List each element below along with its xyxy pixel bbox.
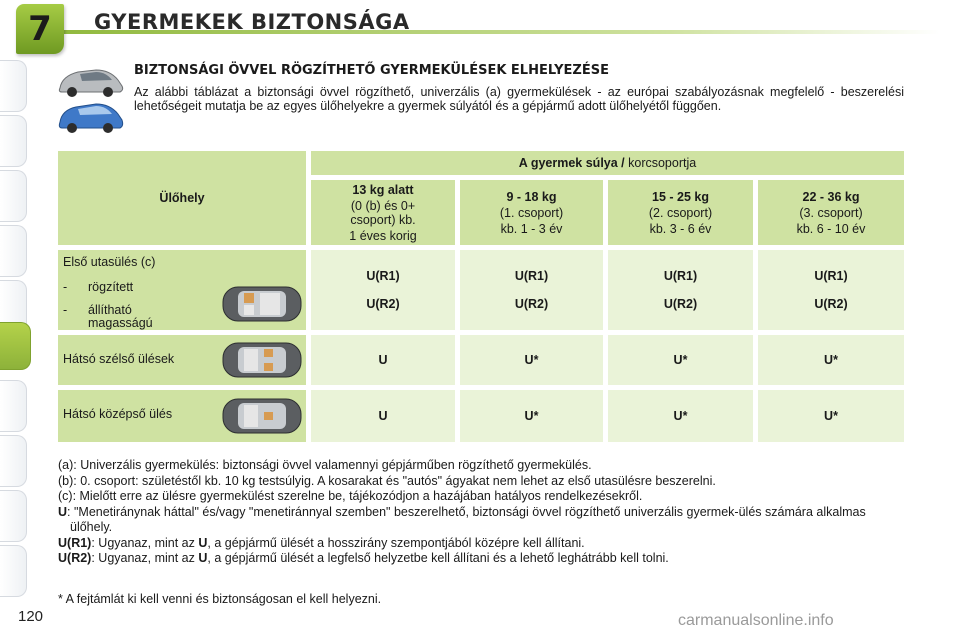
- note-ur2-text-end: , a gépjármű ülését a legfelső helyzetbe kell állítani és a lehető leghátrább kell tolni.: [207, 551, 669, 565]
- column-age: kb. 1 - 3 év: [500, 221, 563, 236]
- note-ur1-u: U: [198, 535, 208, 550]
- intro-paragraph: Az alábbi táblázat a biztonsági övvel rögzíthető, univerzális (a) gyermekülések - az európai szabályozásnak megfelelő - beszerelési lehetőségeit mutatja be az egyes ülőhelyekre a gyermek súlyától és a gépjármű adott ülőhelyétől függően.: [134, 85, 904, 113]
- note-ur1-text-end: , a gépjármű ülését a hosszirány szempontjából középre kell állítani.: [207, 535, 585, 550]
- car-top-view-front-icon: [220, 284, 304, 324]
- note-ur2: [58, 551, 908, 567]
- column-subtitle: (2. csoport): [648, 205, 713, 220]
- cell-rear-outer-group1: U*: [460, 335, 603, 385]
- seat-option-dash: -: [63, 280, 68, 294]
- chapter-tab[interactable]: [0, 170, 27, 222]
- seat-name: Hátsó szélső ülések: [63, 352, 175, 366]
- note-b: (b): 0. csoport: születéstől kb. 10 kg testsúlyig. A kosarakat és "autós" ágyakat nem lehet az első utasülésre beszerelni.: [58, 473, 716, 488]
- cell-rear-middle-group1: U*: [460, 390, 603, 442]
- page-title: GYERMEKEK BIZTONSÁGA: [94, 10, 410, 34]
- note-ur2-u: U: [198, 551, 208, 565]
- note-ur1-text: : Ugyanaz, mint az: [91, 535, 199, 550]
- column-title: 22 - 36 kg: [802, 189, 860, 204]
- cell-front-group3: [758, 250, 904, 330]
- note-ur1-key: U(R1): [58, 535, 92, 550]
- value-ur1: U(R1): [663, 269, 698, 283]
- value-ur2: U(R2): [814, 297, 848, 311]
- car-top-view-rear-middle-icon: [220, 396, 304, 436]
- column-age: kb. 6 - 10 év: [796, 221, 866, 236]
- note-u: [58, 505, 908, 536]
- value-ur2: U(R2): [663, 297, 698, 311]
- value-ur1: U(R1): [366, 269, 400, 283]
- value-ur2: U(R2): [514, 297, 549, 311]
- chapter-tab[interactable]: [0, 225, 27, 277]
- column-header-group0: [311, 180, 455, 245]
- column-subtitle: (0 (b) és 0+: [350, 198, 416, 213]
- cell-front-group0: [311, 250, 455, 330]
- weight-header-bold: A gyermek súlya /: [518, 156, 625, 170]
- seat-name: Hátsó középső ülés: [63, 407, 173, 421]
- note-u-text: : "Menetiránynak háttal" és/vagy "menetiránnyal szemben" beszerelhető, biztonsági övvel rögzíthető univerzális gyermek-ülés számára alkalmas ülőhely.: [67, 504, 866, 534]
- column-title: 9 - 18 kg: [506, 189, 557, 204]
- column-header-group1: [460, 180, 603, 245]
- seat-option: állítható: [88, 303, 132, 317]
- seat-option: rögzített: [88, 280, 134, 294]
- row-rear-middle-label: [58, 390, 306, 442]
- seat-name: Első utasülés (c): [63, 255, 156, 269]
- chapter-tab[interactable]: [0, 380, 27, 432]
- note-a: (a): Univerzális gyermekülés: biztonsági övvel valamennyi gépjárműben rögzíthető gyermekülés.: [58, 458, 592, 472]
- seat-option: magasságú: [88, 316, 153, 330]
- value-ur1: U(R1): [814, 269, 848, 283]
- column-title: 13 kg alatt: [352, 182, 414, 197]
- row-front-seat-label: [58, 250, 306, 330]
- car-icon-grey: [59, 70, 122, 97]
- cell-front-group1: [460, 250, 603, 330]
- cell-rear-outer-group0: U: [311, 335, 455, 385]
- car-top-view-rear-outer-icon: [220, 340, 304, 380]
- footnote: * A fejtámlát ki kell venni és biztonságosan el kell helyezni.: [58, 592, 382, 606]
- chapter-tab[interactable]: [0, 60, 27, 112]
- chapter-badge: 7: [16, 4, 64, 54]
- seat-option-dash: -: [63, 303, 68, 317]
- cell-rear-middle-group2: U*: [608, 390, 753, 442]
- cell-rear-middle-group0: U: [311, 390, 455, 442]
- column-age: kb. 3 - 6 év: [649, 221, 712, 236]
- note-ur2-key: U(R2): [58, 551, 92, 565]
- note-c: (c): Mielőtt erre az ülésre gyermekülést szerelne be, tájékozódjon a hazájában hatályos rendelkezésekről.: [58, 489, 643, 503]
- column-header-group2: [608, 180, 753, 245]
- column-age: 1 éves korig: [349, 228, 417, 243]
- chapter-tabs: [0, 60, 40, 580]
- cell-rear-middle-group3: U*: [758, 390, 904, 442]
- car-icons: [56, 62, 126, 134]
- chapter-tab[interactable]: [0, 545, 27, 597]
- section-heading: BIZTONSÁGI ÖVVEL RÖGZÍTHETŐ GYERMEKÜLÉSEK ELHELYEZÉSE: [134, 63, 609, 78]
- chapter-tab[interactable]: [0, 115, 27, 167]
- note-ur1: [58, 536, 908, 552]
- note-ur2-text: : Ugyanaz, mint az: [91, 551, 199, 565]
- watermark: carmanualsonline.info: [678, 612, 834, 629]
- chapter-tab[interactable]: [0, 490, 27, 542]
- column-title: 15 - 25 kg: [652, 189, 709, 204]
- car-icon-blue: [59, 104, 122, 133]
- cell-rear-outer-group2: U*: [608, 335, 753, 385]
- column-header-group3: [758, 180, 904, 245]
- cell-front-group2: [608, 250, 753, 330]
- column-subtitle: (3. csoport): [799, 205, 863, 220]
- page-header: [0, 0, 960, 52]
- chapter-tab[interactable]: [0, 435, 27, 487]
- note-u-key: U: [58, 504, 68, 519]
- value-ur1: U(R1): [514, 269, 549, 283]
- weight-header: [311, 151, 904, 175]
- chapter-tab-active[interactable]: [0, 322, 31, 370]
- row-rear-outer-label: [58, 335, 306, 385]
- table-notes: [58, 458, 908, 567]
- page-number: 120: [18, 608, 44, 625]
- cell-rear-outer-group3: U*: [758, 335, 904, 385]
- weight-header-rest: korcsoportja: [624, 156, 697, 170]
- value-ur2: U(R2): [366, 297, 400, 311]
- seat-column-header: Ülőhely: [58, 151, 306, 245]
- column-subtitle: (1. csoport): [499, 205, 564, 220]
- column-subtitle: csoport) kb.: [350, 212, 416, 227]
